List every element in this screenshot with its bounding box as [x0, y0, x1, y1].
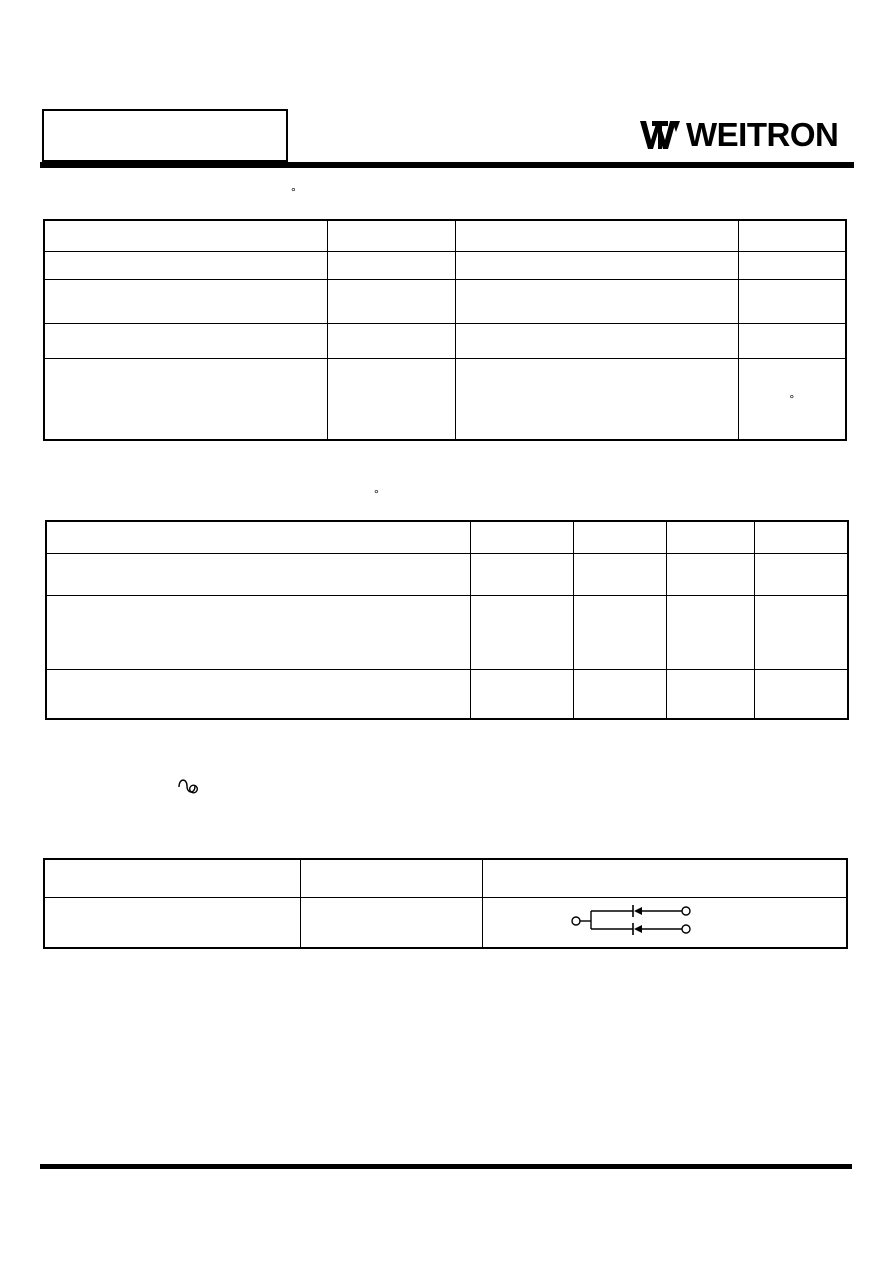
table-cell [44, 358, 327, 440]
table-cell [44, 279, 327, 323]
weitron-logo-icon [638, 118, 682, 152]
table-cell [666, 553, 754, 595]
table-row [44, 897, 847, 948]
table-row [44, 279, 846, 323]
weitron-logo [638, 116, 838, 154]
table-cell [573, 595, 666, 669]
table-cell [455, 251, 738, 279]
table-cell [327, 251, 455, 279]
table-row [46, 553, 848, 595]
table-cell [300, 897, 482, 948]
table-cell [738, 279, 846, 323]
characteristics-table [45, 520, 849, 720]
unit-degree-cell [738, 358, 846, 440]
ordering-table [43, 858, 848, 949]
table-cell [44, 323, 327, 358]
table-cell [738, 251, 846, 279]
dual-diode-common-cathode-icon [568, 903, 698, 939]
table-cell [666, 595, 754, 669]
table-cell [44, 897, 300, 948]
table-row [44, 220, 846, 251]
characteristics-degree-symbol: ° [374, 487, 379, 501]
table-cell [573, 553, 666, 595]
table-cell [46, 553, 470, 595]
table-cell [573, 669, 666, 719]
table-cell [300, 859, 482, 897]
logo-text: WEITRON [686, 116, 839, 153]
table-row [44, 859, 847, 897]
table-cell [666, 669, 754, 719]
table-cell [46, 669, 470, 719]
table-cell [470, 669, 573, 719]
table-cell [44, 220, 327, 251]
table-cell [666, 521, 754, 553]
header-rule [40, 162, 854, 168]
table-row [44, 358, 846, 440]
table-cell [327, 358, 455, 440]
footer-rule [40, 1164, 852, 1169]
ratings-degree-symbol: ° [291, 185, 296, 199]
table-cell [455, 220, 738, 251]
ratings-table [43, 219, 847, 441]
table-cell [327, 220, 455, 251]
table-cell [46, 521, 470, 553]
table-cell [46, 595, 470, 669]
table-cell [738, 323, 846, 358]
table-row [46, 595, 848, 669]
table-row [46, 669, 848, 719]
table-cell [44, 251, 327, 279]
table-cell [754, 595, 848, 669]
table-cell [754, 669, 848, 719]
table-cell [754, 521, 848, 553]
table-cell [455, 358, 738, 440]
table-row [44, 251, 846, 279]
table-cell [482, 859, 847, 897]
table-row [44, 323, 846, 358]
table-cell [738, 220, 846, 251]
table-cell [573, 521, 666, 553]
part-number-box [42, 109, 288, 162]
table-cell [327, 279, 455, 323]
table-cell [455, 279, 738, 323]
table-cell [327, 323, 455, 358]
table-cell [44, 859, 300, 897]
table-cell [455, 323, 738, 358]
table-cell [470, 595, 573, 669]
table-cell [470, 521, 573, 553]
table-cell [470, 553, 573, 595]
table-cell [754, 553, 848, 595]
table-row [46, 521, 848, 553]
unit-degree-symbol: ° [789, 391, 795, 406]
sine-wave-icon [176, 776, 200, 796]
